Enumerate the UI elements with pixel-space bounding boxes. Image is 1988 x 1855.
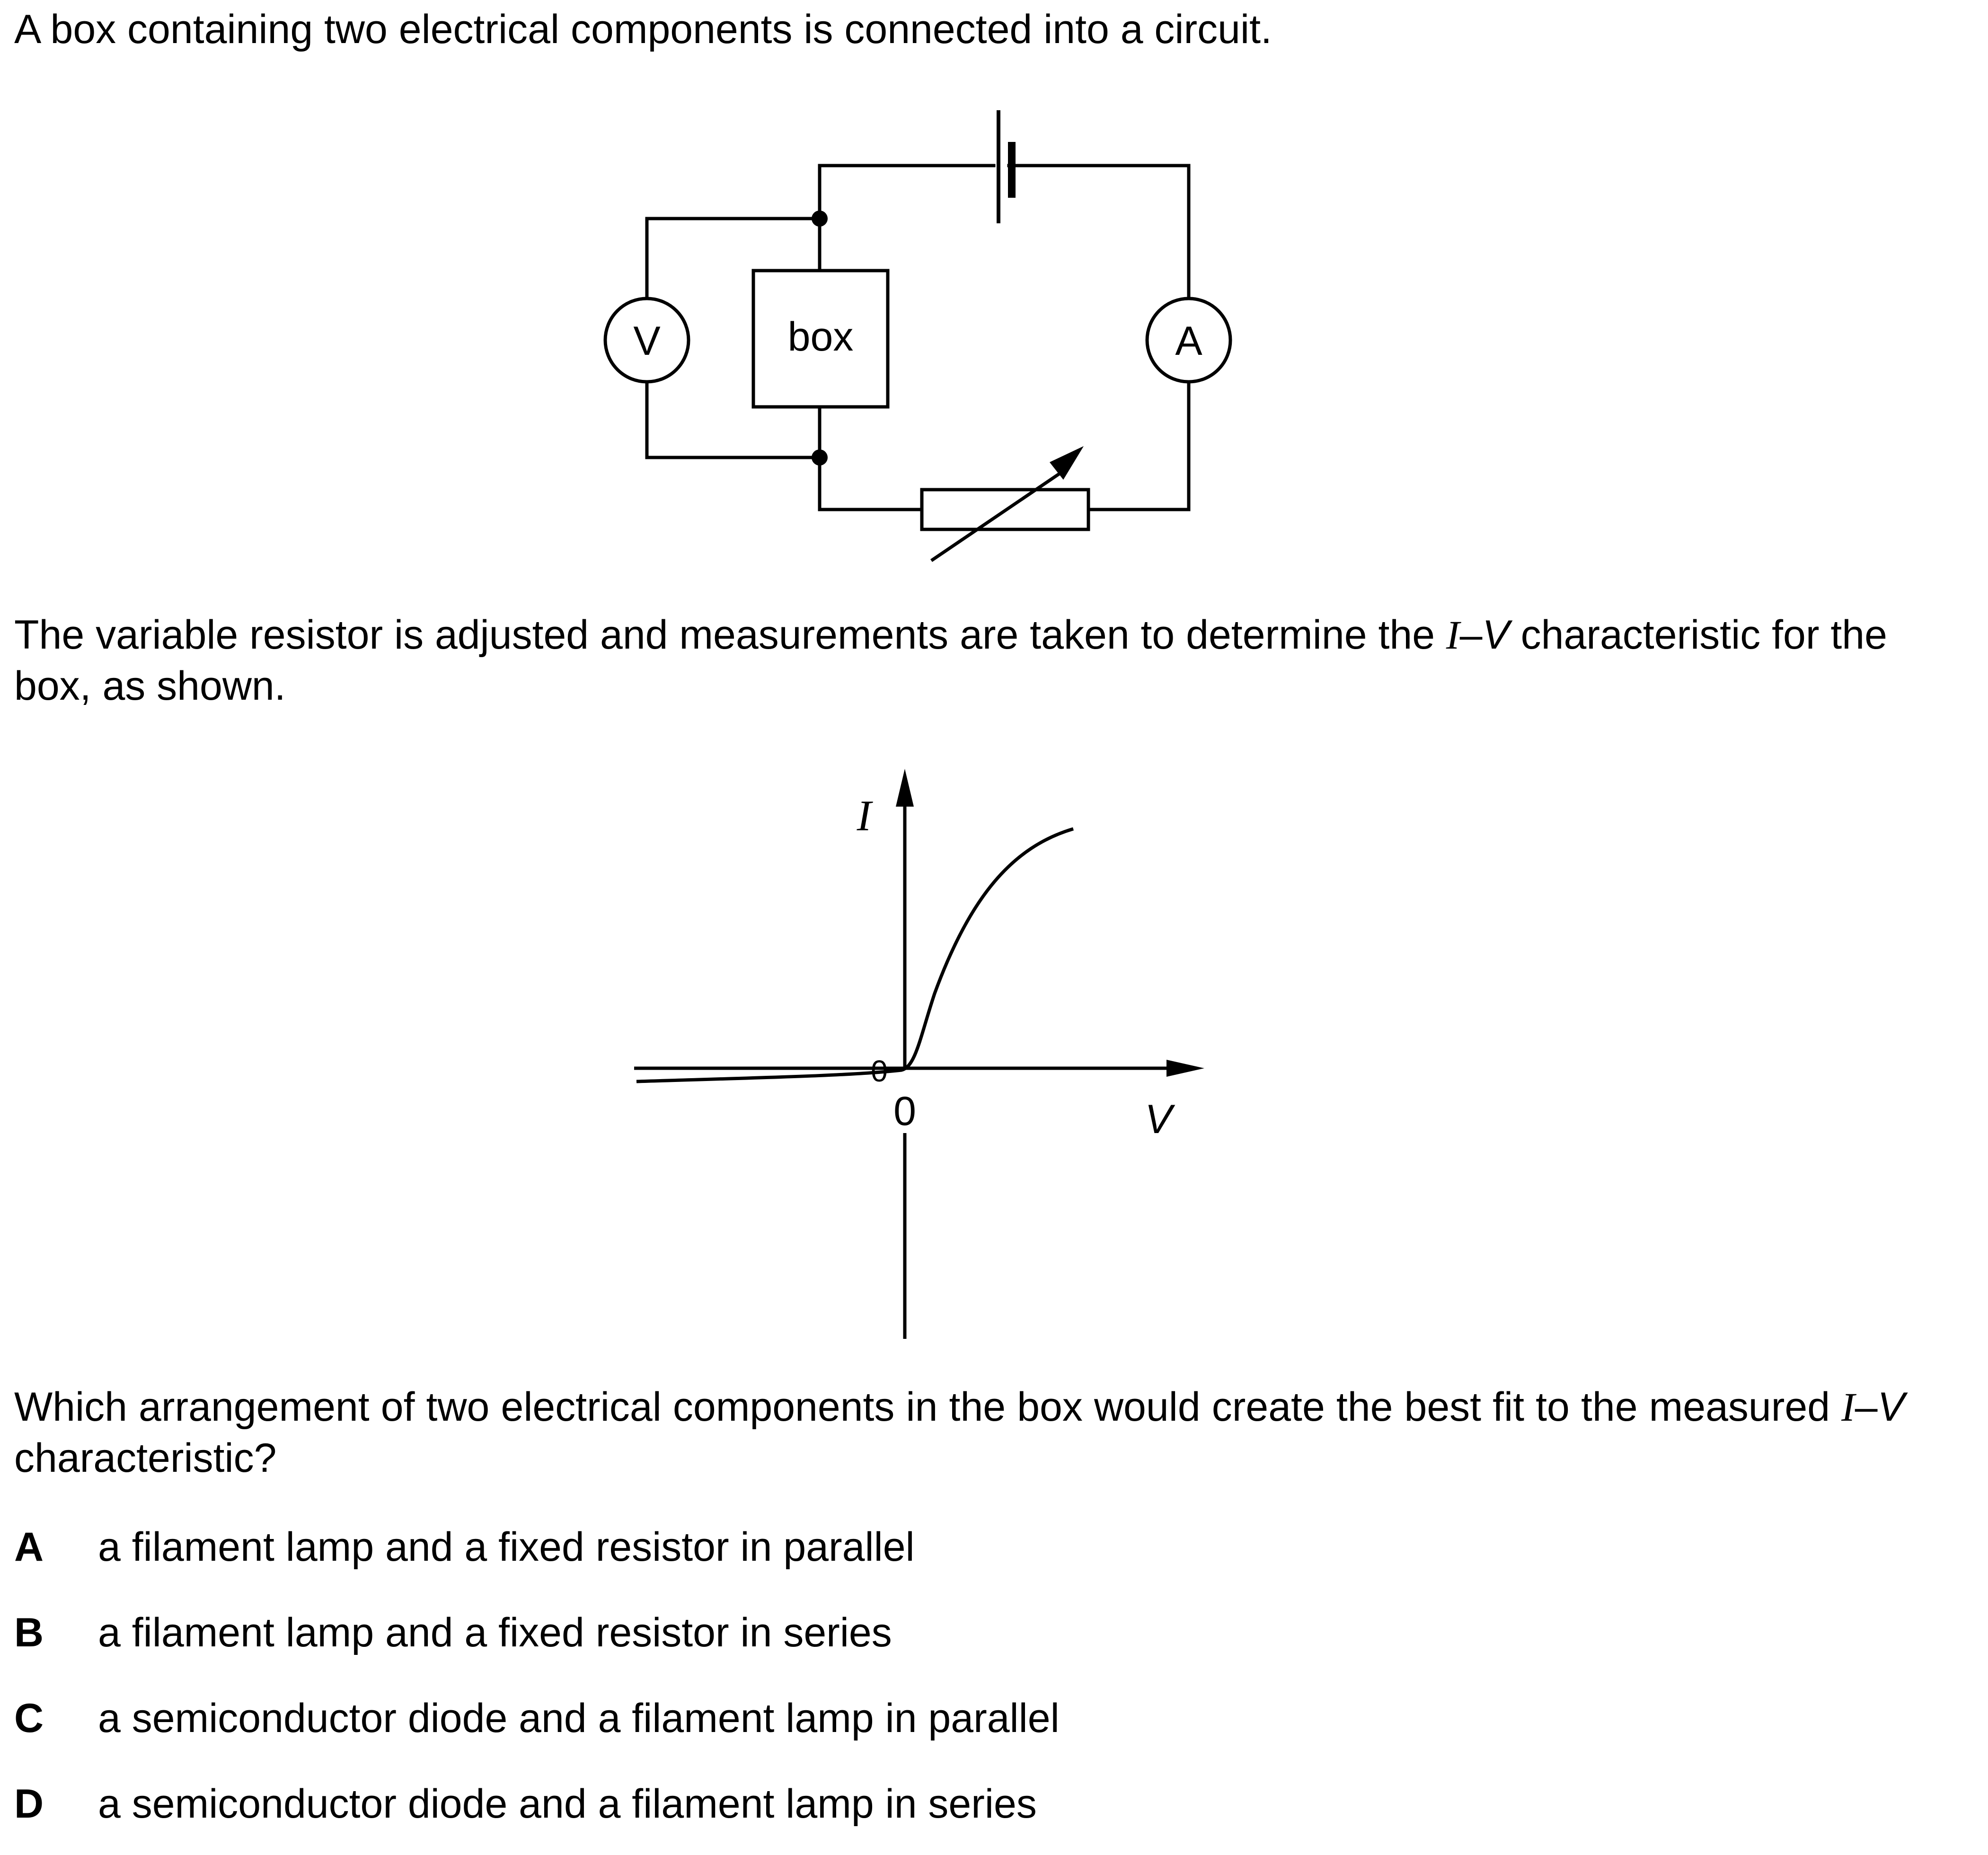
y-axis-arrowhead: [896, 769, 914, 807]
ammeter-label: A: [1175, 318, 1202, 364]
description-part1: The variable resistor is adjusted and measurements are taken to determine the: [14, 612, 1446, 658]
intro-text: A box containing two electrical components is connected into a circuit.: [14, 7, 1272, 52]
y-axis-label: I: [857, 791, 872, 840]
option-b-letter: B: [14, 1610, 44, 1655]
origin-label-axis: 0: [871, 1054, 888, 1088]
question-text: [14, 1381, 1905, 1484]
option-c-text: a semiconductor diode and a filament lamp in parallel: [98, 1696, 1060, 1741]
description-part2: characteristic for the box, as shown.: [14, 612, 1887, 709]
box-label: box: [787, 314, 854, 360]
option-c[interactable]: [14, 1693, 1060, 1744]
x-axis-label: V: [1145, 1097, 1172, 1142]
option-a-text: a filament lamp and a fixed resistor in parallel: [98, 1524, 915, 1570]
voltmeter-label: V: [633, 318, 661, 364]
option-d-text: a semiconductor diode and a filament lamp in series: [98, 1781, 1037, 1827]
description-symbol-i: I: [1446, 612, 1460, 658]
option-b[interactable]: [14, 1607, 892, 1658]
option-d-letter: D: [14, 1781, 44, 1827]
description-dash: –: [1459, 612, 1483, 658]
question-symbol-v: V: [1877, 1384, 1905, 1430]
description-symbol-v: V: [1482, 612, 1510, 658]
option-c-letter: C: [14, 1696, 44, 1741]
question-part1: Which arrangement of two electrical components in the box would create the best fit to the measured: [14, 1384, 1842, 1430]
option-a[interactable]: [14, 1521, 915, 1573]
question-part2: characteristic?: [14, 1435, 277, 1481]
question-symbol-i: I: [1841, 1384, 1855, 1430]
iv-curve: [636, 829, 1073, 1081]
question-dash: –: [1855, 1384, 1878, 1430]
origin-label: 0: [893, 1089, 916, 1134]
x-axis-arrowhead: [1166, 1060, 1204, 1077]
option-d[interactable]: [14, 1778, 1037, 1829]
option-a-letter: A: [14, 1524, 44, 1570]
option-b-text: a filament lamp and a fixed resistor in series: [98, 1610, 892, 1655]
